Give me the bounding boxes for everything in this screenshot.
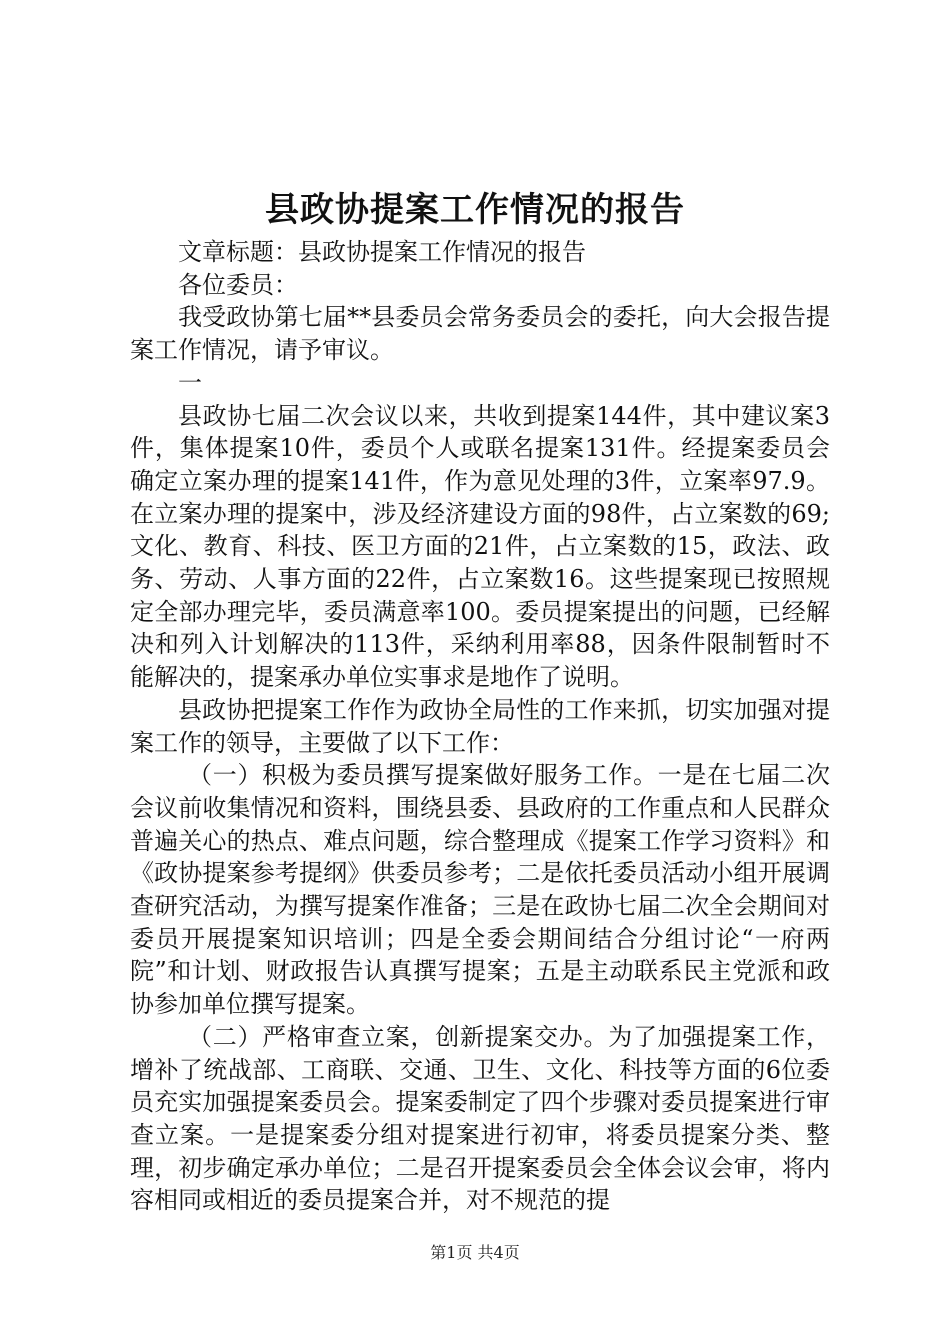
paragraph-article-title: 文章标题：县政协提案工作情况的报告: [178, 238, 586, 266]
paragraph-intro: 我受政协第七届**县委员会常务委员会的委托，向大会报告提案工作情况，请予审议。: [130, 303, 830, 365]
document-body: [130, 236, 830, 1217]
paragraph-salutation: 各位委员：: [178, 270, 298, 299]
section-number: 一: [178, 368, 202, 397]
paragraph-statistics: 县政协七届二次会议以来，共收到提案144件，其中建议案3件，集体提案10件，委员个人或联名提案131件。经提案委员会确定立案办理的提案141件，作为意见处理的3件，立案率97.9。在立案办理的提案中，涉及经济建设方面的98件，占立案数的69;文化、教育、科技、医卫方面的21件，占立案数的15，政法、政务、劳动、人事方面的22件，占立案数16。这些提案现已按照规定全部办理完毕，委员满意率100。委员提案提出的问题，已经解决和列入计划解决的113件，采纳利用率88，因条件限制暂时不能解决的，提案承办单位实事求是地作了说明。: [130, 401, 830, 692]
page-footer: 第1页 共4页: [430, 1243, 520, 1262]
document-title: 县政协提案工作情况的报告: [265, 190, 685, 230]
paragraph-leadership: 县政协把提案工作作为政协全局性的工作来抓，切实加强对提案工作的领导，主要做了以下工作：: [130, 695, 830, 757]
paragraph-item-2: （二）严格审查立案，创新提案交办。为了加强提案工作，增补了统战部、工商联、交通、卫生、文化、科技等方面的6位委员充实加强提案委员会。提案委制定了四个步骤对委员提案进行审查立案。一是提案委分组对提案进行初审，将委员提案分类、整理，初步确定承办单位；二是召开提案委员会全体会议会审，将内容相同或相近的委员提案合并，对不规范的提: [130, 1022, 830, 1215]
paragraph-item-1: （一）积极为委员撰写提案做好服务工作。一是在七届二次会议前收集情况和资料，围绕县委、县政府的工作重点和人民群众普遍关心的热点、难点问题，综合整理成《提案工作学习资料》和《政协提案参考提纲》供委员参考；二是依托委员活动小组开展调查研究活动，为撰写提案作准备；三是在政协七届二次全会期间对委员开展提案知识培训；四是全委会期间结合分组讨论“一府两院”和计划、财政报告认真撰写提案；五是主动联系民主党派和政协参加单位撰写提案。: [130, 761, 830, 1019]
